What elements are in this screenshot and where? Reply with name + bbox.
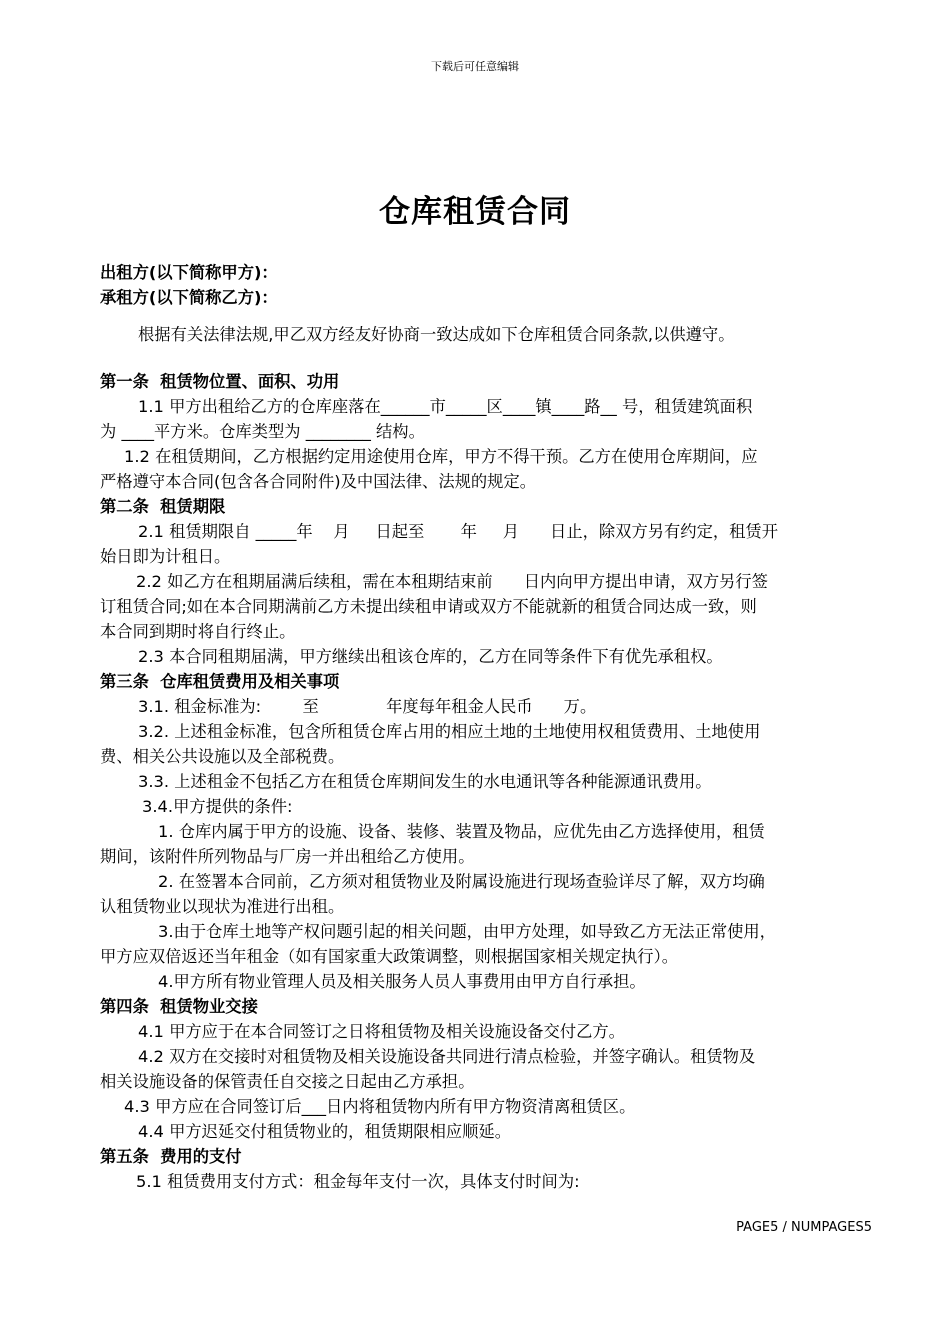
clause-text-line: 3.3. 上述租金不包括乙方在租赁仓库期间发生的水电通讯等各种能源通讯费用。 — [138, 772, 712, 791]
intro-paragraph: 根据有关法律法规,甲乙双方经友好协商一致达成如下仓库租赁合同条款,以供遵守。 — [138, 325, 735, 344]
clause-text-line: 期间，该附件所列物品与厂房一并出租给乙方使用。 — [100, 847, 475, 866]
clause-text-line: 费、相关公共设施以及全部税费。 — [100, 747, 345, 766]
lessor-line: 出租方(以下简称甲方)： — [100, 263, 278, 282]
clause-text-line: 甲方应双倍返还当年租金（如有国家重大政策调整，则根据国家相关规定执行）。 — [100, 947, 678, 966]
clause-text-line: 1. 仓库内属于甲方的设施、设备、装修、装置及物品，应优先由乙方选择使用，租赁 — [158, 822, 765, 841]
clause-text-line: 3.由于仓库土地等产权问题引起的相关问题，由甲方处理，如导致乙方无法正常使用， — [158, 922, 776, 941]
clause-text-line: 1.1 甲方出租给乙方的仓库座落在______市_____区____镇____路__ 号，租赁建筑面积 — [138, 397, 753, 416]
clause-heading: 第三条 仓库租赁费用及相关事项 — [100, 672, 340, 691]
clause-text-line: 1.2 在租赁期间，乙方根据约定用途使用仓库，甲方不得干预。乙方在使用仓库期间，应 — [124, 447, 758, 466]
clause-text-line: 2.2 如乙方在租期届满后续租，需在本租期结束前 日内向甲方提出申请，双方另行签 — [136, 572, 768, 591]
clause-text-line: 严格遵守本合同(包含各合同附件)及中国法律、法规的规定。 — [100, 472, 537, 491]
clause-text-line: 4.4 甲方迟延交付租赁物业的，租赁期限相应顺延。 — [138, 1122, 511, 1141]
clause-text-line: 始日即为计租日。 — [100, 547, 231, 566]
header-note: 下载后可任意编辑 — [431, 60, 519, 73]
clause-text-line: 为 ____平方米。仓库类型为 ________ 结构。 — [100, 422, 425, 441]
clause-text-line: 2.1 租赁期限自 _____年 月 日起至 年 月 日止，除双方另有约定，租赁开 — [138, 522, 778, 541]
clause-text-line: 订租赁合同;如在本合同期满前乙方未提出续租申请或双方不能就新的租赁合同达成一致，则 — [100, 597, 757, 616]
clause-text-line: 5.1 租赁费用支付方式：租金每年支付一次，具体支付时间为: — [136, 1172, 580, 1191]
clause-heading: 第二条 租赁期限 — [100, 497, 226, 516]
clause-text-line: 4.甲方所有物业管理人员及相关服务人员人事费用由甲方自行承担。 — [158, 972, 646, 991]
page-number: PAGE5 / NUMPAGES5 — [736, 1220, 872, 1235]
clause-text-line: 4.2 双方在交接时对租赁物及相关设施设备共同进行清点检验，并签字确认。租赁物及 — [138, 1047, 756, 1066]
clause-text-line: 3.1. 租金标准为: 至 年度每年租金人民币 万。 — [138, 697, 597, 716]
clause-text-line: 本合同到期时将自行终止。 — [100, 622, 296, 641]
contract-clauses — [100, 369, 872, 1194]
contract-body — [100, 260, 872, 1194]
clause-text-line: 2. 在签署本合同前，乙方须对租赁物业及附属设施进行现场查验详尽了解，双方均确 — [158, 872, 765, 891]
clause-heading: 第四条 租赁物业交接 — [100, 997, 258, 1016]
clause-text-line: 相关设施设备的保管责任自交接之日起由乙方承担。 — [100, 1072, 475, 1091]
lessee-line: 承租方(以下简称乙方)： — [100, 288, 278, 307]
clause-heading: 第五条 费用的支付 — [100, 1147, 242, 1166]
document-title: 仓库租赁合同 — [379, 194, 571, 230]
clause-text-line: 2.3 本合同租期届满，甲方继续出租该仓库的，乙方在同等条件下有优先承租权。 — [138, 647, 723, 666]
clause-text-line: 4.1 甲方应于在本合同签订之日将租赁物及相关设施设备交付乙方。 — [138, 1022, 625, 1041]
clause-text-line: 3.4.甲方提供的条件: — [142, 797, 293, 816]
clause-heading: 第一条 租赁物位置、面积、功用 — [100, 372, 340, 391]
clause-text-line: 3.2. 上述租金标准，包含所租赁仓库占用的相应土地的土地使用权租赁费用、土地使用 — [138, 722, 761, 741]
clause-text-line: 4.3 甲方应在合同签订后___日内将租赁物内所有甲方物资清离租赁区。 — [124, 1097, 636, 1116]
clause-text-line: 认租赁物业以现状为准进行出租。 — [100, 897, 345, 916]
